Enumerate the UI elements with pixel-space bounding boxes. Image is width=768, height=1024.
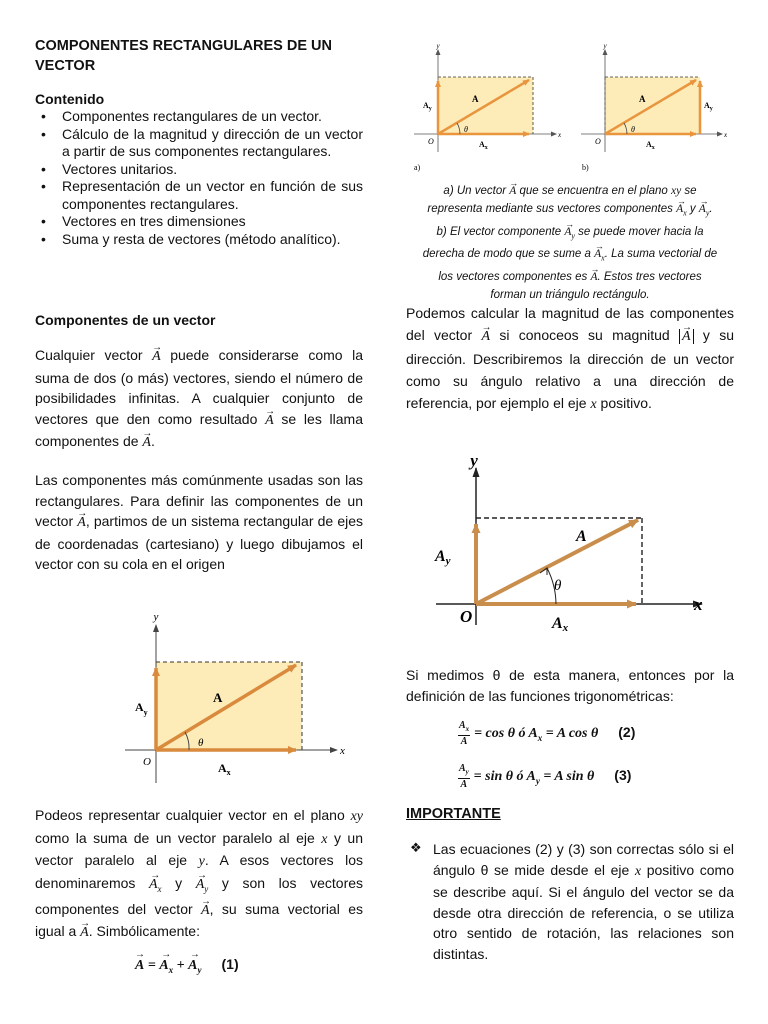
y-axis-label: y [153,611,159,623]
ay-label: $A_y$ [704,101,713,112]
x-axis-label: x [340,745,345,757]
equation-number: (1) [221,956,239,972]
paragraph-symbolic: Podeos representar cualquier vector en el plano xy como la suma de un vector paralelo al eje x y un vector paralelo al eje y. A esos vectores los denominaremos → $A_x$ $y \to A_y$ y son los vectores componentes del vector → A, su suma vectorial es igual a → A. Simbólicamente: [35,805,363,944]
vector-label: A [639,94,646,104]
figure-caption: a) Un vector → A que se encuentra en el plano xy se representa mediante sus vectores componentes → $A_x$ $y \to A_y$. b) El vector componente → $A_y$ se puede mover hacia la derecha de modo que se sume $a \to A_x$. La suma vectorial de los vectores componentes es → A. Estos tres vectores forman un triángulo rectángulo. [406,182,734,304]
list-item: • Vectores unitarios. [62,161,363,179]
origin-label: O [595,137,601,146]
x-axis-label: x [558,131,562,139]
paragraph-rectangular: Las componentes más comúnmente usadas son las rectangulares. Para definir las componentes de un vector → A, partimos de un sistema rectangular de ejes de coordenadas (cartesiano) y luego dibujamos el vector con su cola en el origen [35,470,363,575]
equation-2: $\frac{A_x}{A}$ = cos θ ó $A_x = A$ cos θ (2) [459,720,636,747]
contents-list [35,108,363,248]
list-item: • Componentes rectangulares de un vector. [62,108,363,126]
vector-label: A [472,94,479,104]
contents-heading: Contenido [35,91,105,107]
equation-3: $\frac{A_y}{A}$ = sin θ ó $A_y = A$ sin θ (3) [459,763,632,790]
angle-label: θ [554,578,562,594]
ay-label: $A_y$ [135,700,148,717]
paragraph-trig: Si medimos θ de esta manera, entonces por la definición de las funciones trigonométricas: [406,667,734,704]
ay-label: Ay [435,548,451,567]
page-title: COMPONENTES RECTANGULARES DE UN VECTOR [35,38,332,74]
list-item: • Cálculo de la magnitud y dirección de un vector a partir de sus componentes rectangulares. [62,126,363,161]
origin-label: O [460,607,473,626]
equation-1: → A = → $A_x$ + → $A_y$ (1) [135,956,239,975]
list-item: • Representación de un vector en función de sus componentes rectangulares. [62,178,363,213]
ax-label: Ax [552,615,569,634]
diamond-bullet-icon: ❖ [410,840,422,855]
y-axis-label: y [470,451,478,470]
y-axis-label: y [436,42,440,50]
list-item: • Vectores en tres dimensiones [62,213,363,231]
two-panel-figure [406,40,736,180]
panel-a-label: a) [414,163,421,172]
vector-label: A [213,690,223,705]
list-item: • Suma y resta de vectores (método analítico). [62,231,363,249]
contents-section [35,91,363,248]
vector-components-figure [85,605,365,785]
ax-label: $A_x$ [479,140,488,151]
vector-label: A [576,528,587,545]
y-axis-label: y [603,42,607,50]
section-heading: Componentes de un vector [35,312,216,328]
origin-label: O [143,756,151,768]
ax-label: $A_x$ [646,140,655,151]
angle-label: θ [464,125,468,134]
angle-label: θ [631,125,635,134]
equation-number: (2) [618,724,636,741]
ax-label: $A_x$ [218,761,231,777]
x-axis-label: x [724,131,728,139]
important-note: ❖ Las ecuaciones (2) y (3) son correctas sólo si el ángulo θ se mide desde el eje x positivo como se describe aquí. Si el ángulo del vector se da desde otra dirección de referencia, o se utiliza otro sentido de rotación, las relaciones son distintas. [410,840,734,962]
panel-b-label: b) [582,163,589,172]
origin-label: O [428,137,434,146]
equation-number: (3) [614,767,632,784]
angle-label: θ [198,737,204,749]
panel-a [414,42,562,172]
panel-b [581,42,728,172]
ay-label: $A_y$ [423,101,432,112]
right-column [406,0,734,962]
angle-figure [426,450,726,640]
x-axis-label: x [694,595,703,614]
important-heading: IMPORTANTE [406,806,501,822]
paragraph-any-vector: Cualquier vector → A puede considerarse como la suma de dos (o más) vectores, siendo el número de posibilidades infinitas. A cualquier conjunto de vectores que den como resultado → A se les llama componentes de → A. [35,345,363,454]
paragraph-magnitude: Podemos calcular la magnitud de las componentes del vector → A si conoceos su magnitud → A y su dirección. Describiremos la dirección de un vector como su ángulo relativo a una dirección de referencia, por ejemplo el eje x positivo. [406,302,734,416]
